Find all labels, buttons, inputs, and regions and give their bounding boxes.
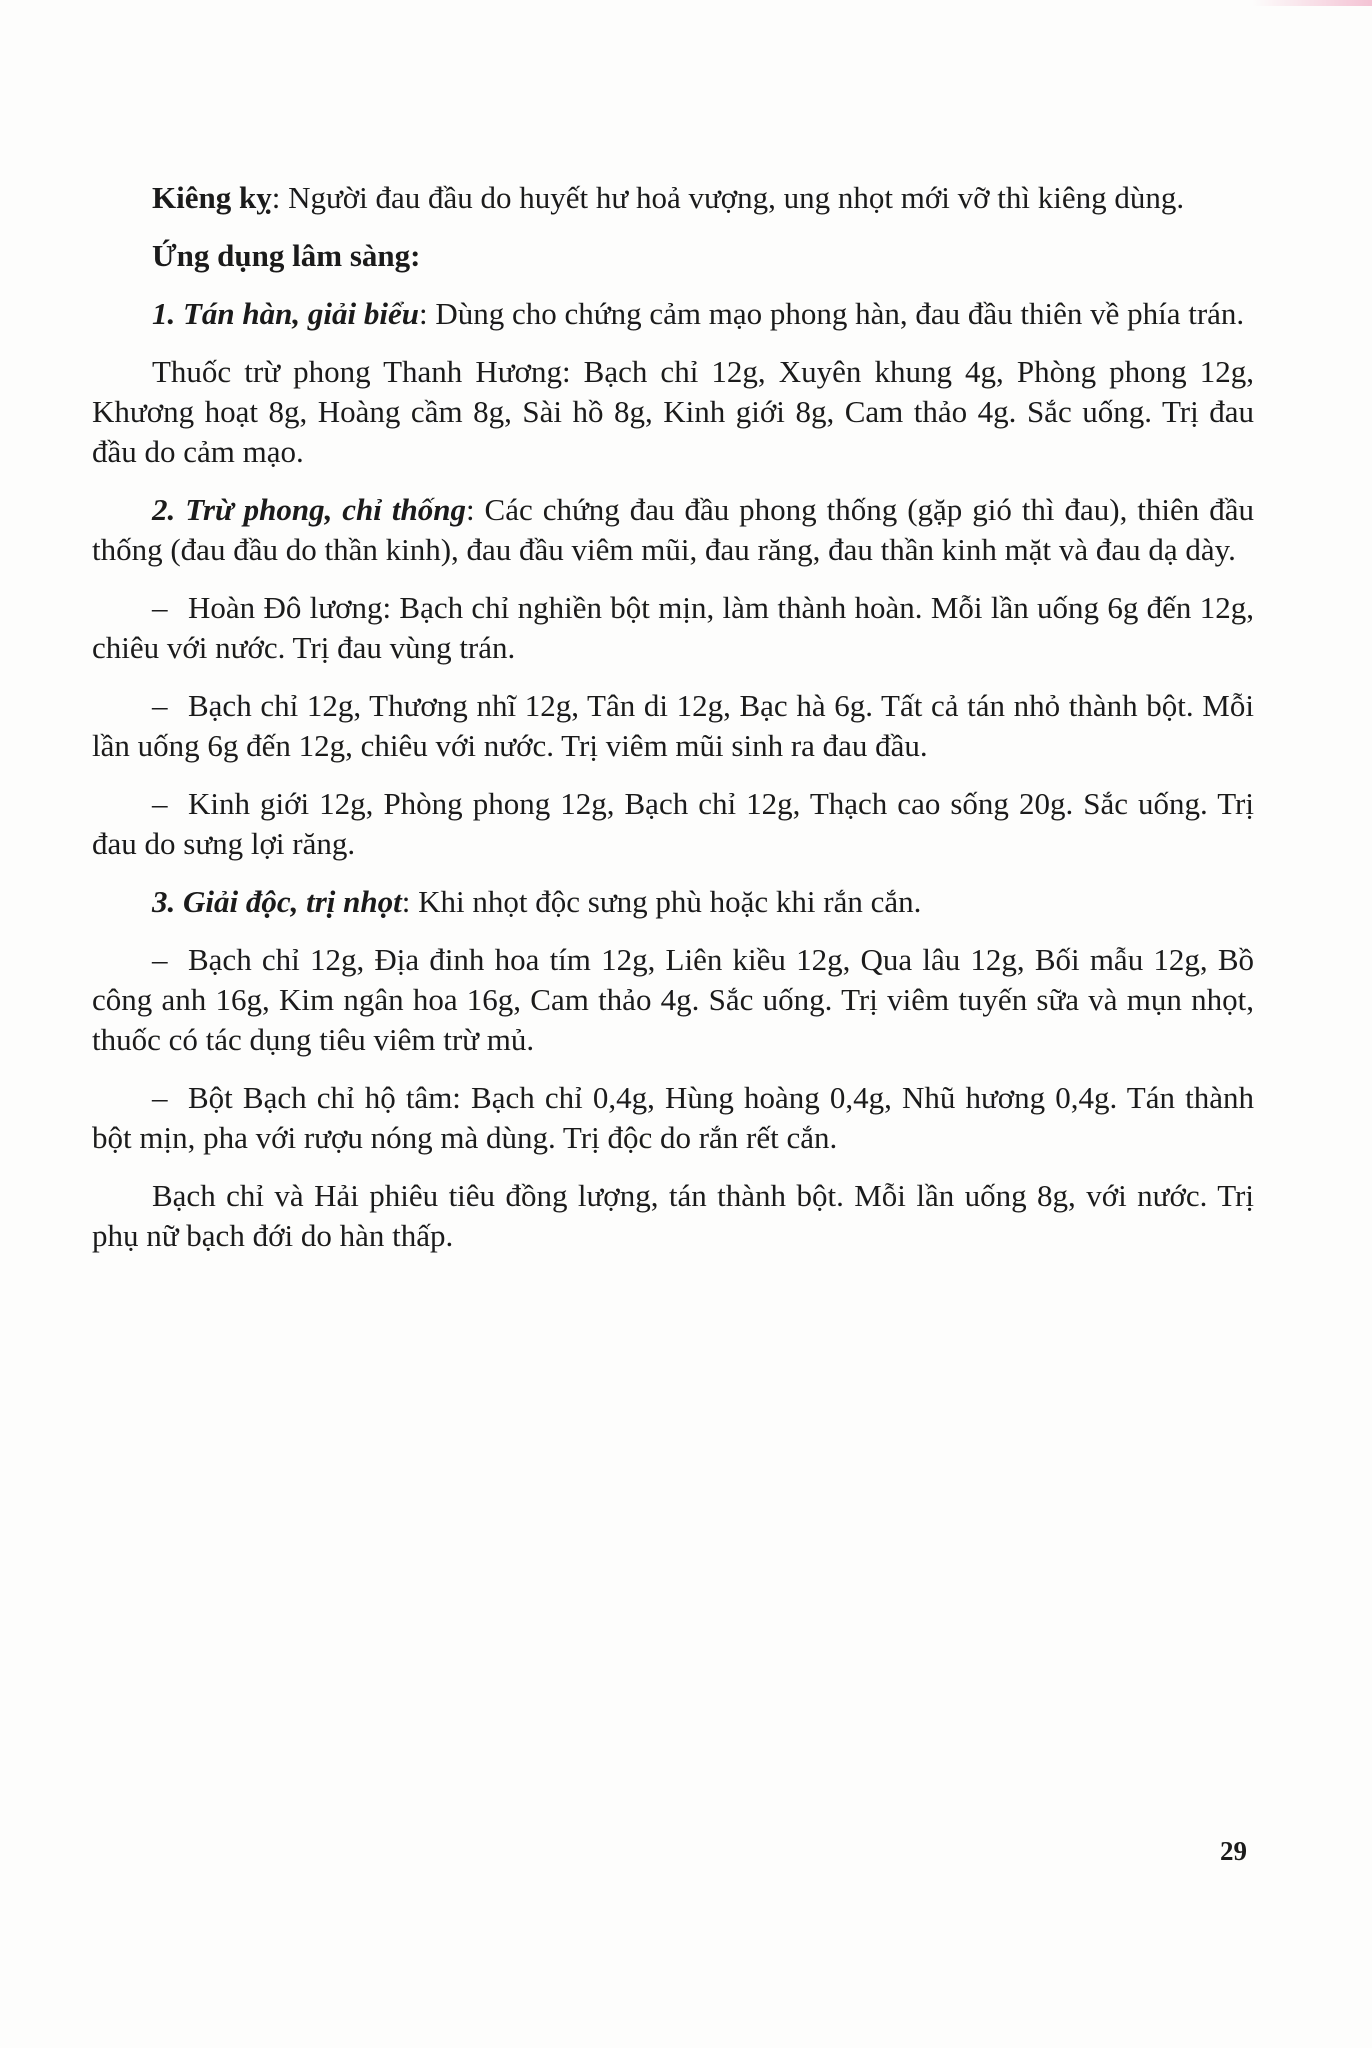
kieng-ky-text: : Người đau đầu do huyết hư hoả vượng, ung nhọt mới vỡ thì kiêng dùng. (271, 180, 1185, 215)
item-3-label: 3. Giải độc, trị nhọt (152, 884, 402, 919)
kieng-ky-label: Kiêng kỵ (152, 180, 272, 215)
paragraph-final (92, 1176, 1254, 1256)
item-2-label: 2. Trừ phong, chỉ thống (152, 492, 466, 527)
dash-marker: – (152, 786, 168, 821)
paragraph-item-2-recipe-2 (92, 686, 1254, 766)
item-3-recipe-2-text: Bột Bạch chỉ hộ tâm: Bạch chỉ 0,4g, Hùng hoàng 0,4g, Nhũ hương 0,4g. Tán thành bột mịn, pha với rượu nóng mà dùng. Trị độc do rắn rết cắn. (92, 1080, 1254, 1155)
item-2-recipe-3-text: Kinh giới 12g, Phòng phong 12g, Bạch chỉ 12g, Thạch cao sống 20g. Sắc uống. Trị đau do sưng lợi răng. (92, 786, 1254, 861)
paragraph-item-3 (92, 882, 1254, 922)
dash-marker: – (152, 590, 168, 625)
paragraph-item-3-recipe-1 (92, 940, 1254, 1060)
dash-marker: – (152, 1080, 168, 1115)
item-2-text: : Các chứng đau đầu phong thống (gặp gió thì đau), thiên đầu thống (đau đầu do thần kinh), đau đầu viêm mũi, đau răng, đau thần kinh mặt và đau dạ dày. (92, 492, 1254, 567)
corner-color-mark (1252, 0, 1372, 6)
paragraph-item-2-recipe-3 (92, 784, 1254, 864)
paragraph-item-2-recipe-1 (92, 588, 1254, 668)
item-1-text: : Dùng cho chứng cảm mạo phong hàn, đau đầu thiên về phía trán. (419, 296, 1245, 331)
ung-dung-heading-text: Ứng dụng lâm sàng: (152, 238, 421, 273)
item-1-recipe-text: Thuốc trừ phong Thanh Hương: Bạch chỉ 12g, Xuyên khung 4g, Phòng phong 12g, Khương hoạt 8g, Hoàng cầm 8g, Sài hồ 8g, Kinh giới 8g, Cam thảo 4g. Sắc uống. Trị đau đầu do cảm mạo. (92, 354, 1254, 469)
final-text: Bạch chỉ và Hải phiêu tiêu đồng lượng, tán thành bột. Mỗi lần uống 8g, với nước. Trị phụ nữ bạch đới do hàn thấp. (92, 1178, 1254, 1253)
paragraph-item-1-recipe (92, 352, 1254, 472)
page-body-text (92, 178, 1254, 1274)
dash-marker: – (152, 942, 168, 977)
item-2-recipe-2-text: Bạch chỉ 12g, Thương nhĩ 12g, Tân di 12g, Bạc hà 6g. Tất cả tán nhỏ thành bột. Mỗi lần uống 6g đến 12g, chiêu với nước. Trị viêm mũi sinh ra đau đầu. (92, 688, 1254, 763)
page-number: 29 (1220, 1836, 1247, 1866)
item-3-recipe-1-text: Bạch chỉ 12g, Địa đinh hoa tím 12g, Liên kiều 12g, Qua lâu 12g, Bối mẫu 12g, Bồ công anh 16g, Kim ngân hoa 16g, Cam thảo 4g. Sắc uống. Trị viêm tuyến sữa và mụn nhọt, thuốc có tác dụng tiêu viêm trừ mủ. (92, 942, 1254, 1057)
item-2-recipe-1-text: Hoàn Đô lương: Bạch chỉ nghiền bột mịn, làm thành hoàn. Mỗi lần uống 6g đến 12g, chiêu với nước. Trị đau vùng trán. (92, 590, 1254, 665)
item-3-text: : Khi nhọt độc sưng phù hoặc khi rắn cắn. (401, 884, 922, 919)
item-1-label: 1. Tán hàn, giải biểu (152, 296, 419, 331)
paragraph-item-1 (92, 294, 1254, 334)
paragraph-item-3-recipe-2 (92, 1078, 1254, 1158)
paragraph-kieng-ky (92, 178, 1254, 218)
paragraph-item-2 (92, 490, 1254, 570)
ung-dung-heading (92, 236, 1254, 276)
dash-marker: – (152, 688, 168, 723)
